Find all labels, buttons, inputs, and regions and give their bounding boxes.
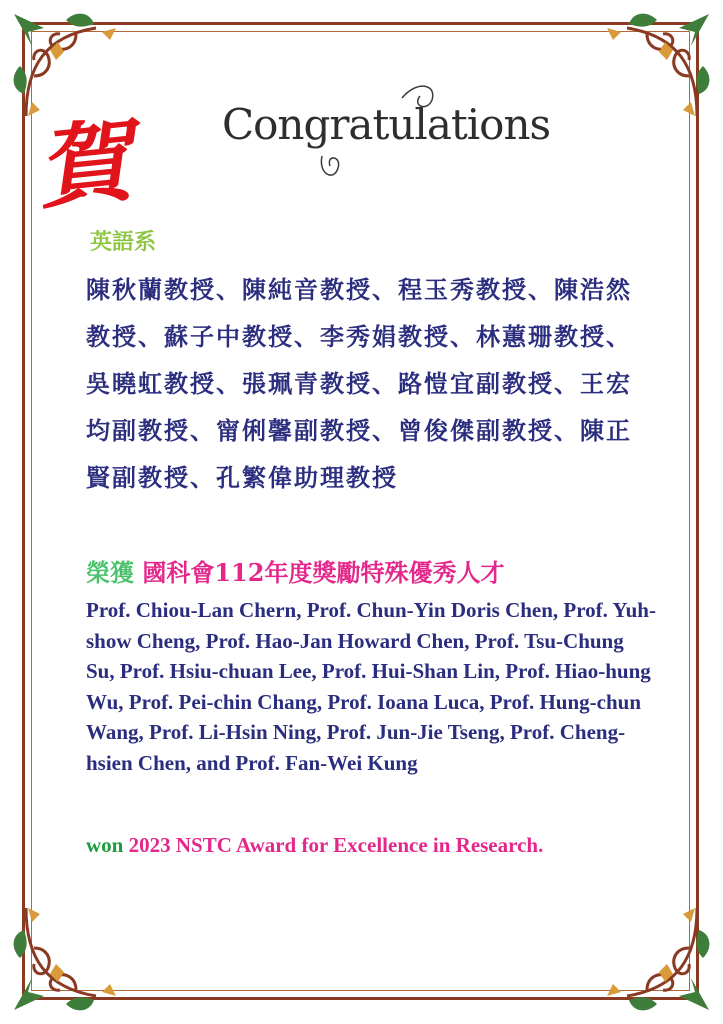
seal-character: 賀 — [37, 106, 147, 223]
award-name-english: 2023 NSTC Award for Excellence in Research. — [128, 833, 544, 857]
award-title-english — [86, 833, 543, 858]
corner-ornament-top-right — [597, 6, 717, 126]
award-title-chinese — [86, 553, 504, 588]
award-prefix-chinese: 榮獲 — [86, 558, 134, 587]
congratulations-logo — [222, 78, 551, 188]
corner-ornament-top-left — [6, 6, 126, 126]
corner-ornament-bottom-right — [597, 898, 717, 1018]
congratulation-seal — [37, 106, 147, 223]
recipient-names-chinese: 陳秋蘭教授、陳純音教授、程玉秀教授、陳浩然教授、蘇子中教授、李秀娟教授、林蕙珊教授、吳曉虹教授、張珮青教授、路愷宜副教授、王宏均副教授、甯俐馨副教授、曾俊傑副教授、陳正賢副教授、孔繁偉助理教授 — [86, 275, 632, 492]
award-prefix-english: won — [86, 833, 124, 857]
award-name-chinese: 國科會112年度獎勵特殊優秀人才 — [142, 558, 505, 587]
congratulations-title: Congratulations — [222, 100, 551, 149]
recipient-names-english: Prof. Chiou-Lan Chern, Prof. Chun-Yin Doris Chen, Prof. Yuh-show Cheng, Prof. Hao-Jan Howard Chen, Prof. Tsu-Chung Su, Prof. Hsiu-chuan Lee, Prof. Hui-Shan Lin, Prof. Hiao-hung Wu, Prof. Pei-chin Chang, Prof. Ioana Luca, Prof. Hung-chun Wang, Prof. Li-Hsin Ning, Prof. Jun-Jie Tseng, Prof. Cheng-hsien Chen, and Prof. Fan-Wei Kung — [86, 598, 656, 775]
department-name: 英語系 — [90, 229, 157, 255]
corner-ornament-bottom-left — [6, 898, 126, 1018]
